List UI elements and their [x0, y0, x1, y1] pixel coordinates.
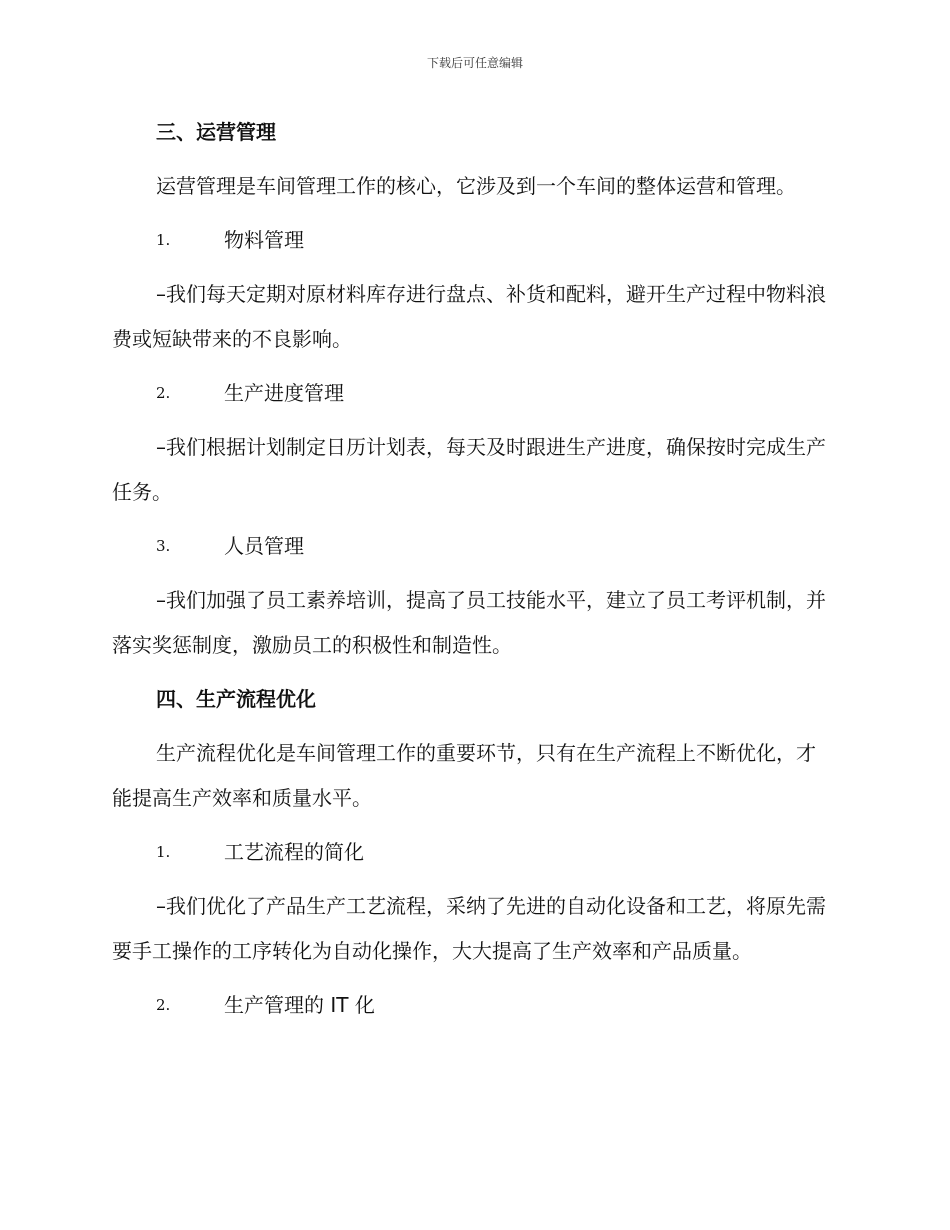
list-number: 3. [156, 537, 171, 555]
section-intro-process-optimization: 生产流程优化是车间管理工作的重要环节，只有在生产流程上不断优化，才能提高生产效率和质量水平。 [112, 741, 816, 810]
list-item-description: –我们加强了员工素养培训，提高了员工技能水平，建立了员工考评机制，并落实奖惩制度，激励员工的积极性和制造性。 [112, 588, 826, 657]
list-item-description: –我们优化了产品生产工艺流程，采纳了先进的自动化设备和工艺，将原先需要手工操作的工序转化为自动化操作，大大提高了生产效率和产品质量。 [112, 894, 826, 963]
list-number: 2. [156, 384, 171, 402]
list-item-title: 物料管理 [224, 228, 304, 252]
list-item-description: –我们根据计划制定日历计划表，每天及时跟进生产进度，确保按时完成生产任务。 [112, 435, 826, 504]
list-item-process-simplification [112, 830, 832, 875]
list-item-title: 人员管理 [224, 534, 304, 558]
list-item-material [112, 218, 832, 263]
list-item-personnel [112, 524, 832, 569]
section-heading-process-optimization: 四、生产流程优化 [156, 687, 316, 711]
page-header: 下载后可任意编辑 [426, 56, 523, 70]
list-item-title: 工艺流程的简化 [224, 840, 364, 864]
list-item-description: –我们每天定期对原材料库存进行盘点、补货和配料，避开生产过程中物料浪费或短缺带来的不良影响。 [112, 282, 826, 351]
list-number: 1. [156, 231, 171, 249]
section-intro-operations: 运营管理是车间管理工作的核心，它涉及到一个车间的整体运营和管理。 [156, 174, 796, 198]
list-number: 1. [156, 843, 171, 861]
list-item-progress [112, 371, 832, 416]
list-item-title: 生产进度管理 [224, 381, 344, 405]
document-body [112, 110, 832, 1037]
section-heading-operations: 三、运营管理 [156, 120, 276, 144]
list-item-it-management [112, 983, 832, 1028]
list-item-title: 生产管理的 IT 化 [224, 993, 375, 1017]
list-number: 2. [156, 996, 171, 1014]
